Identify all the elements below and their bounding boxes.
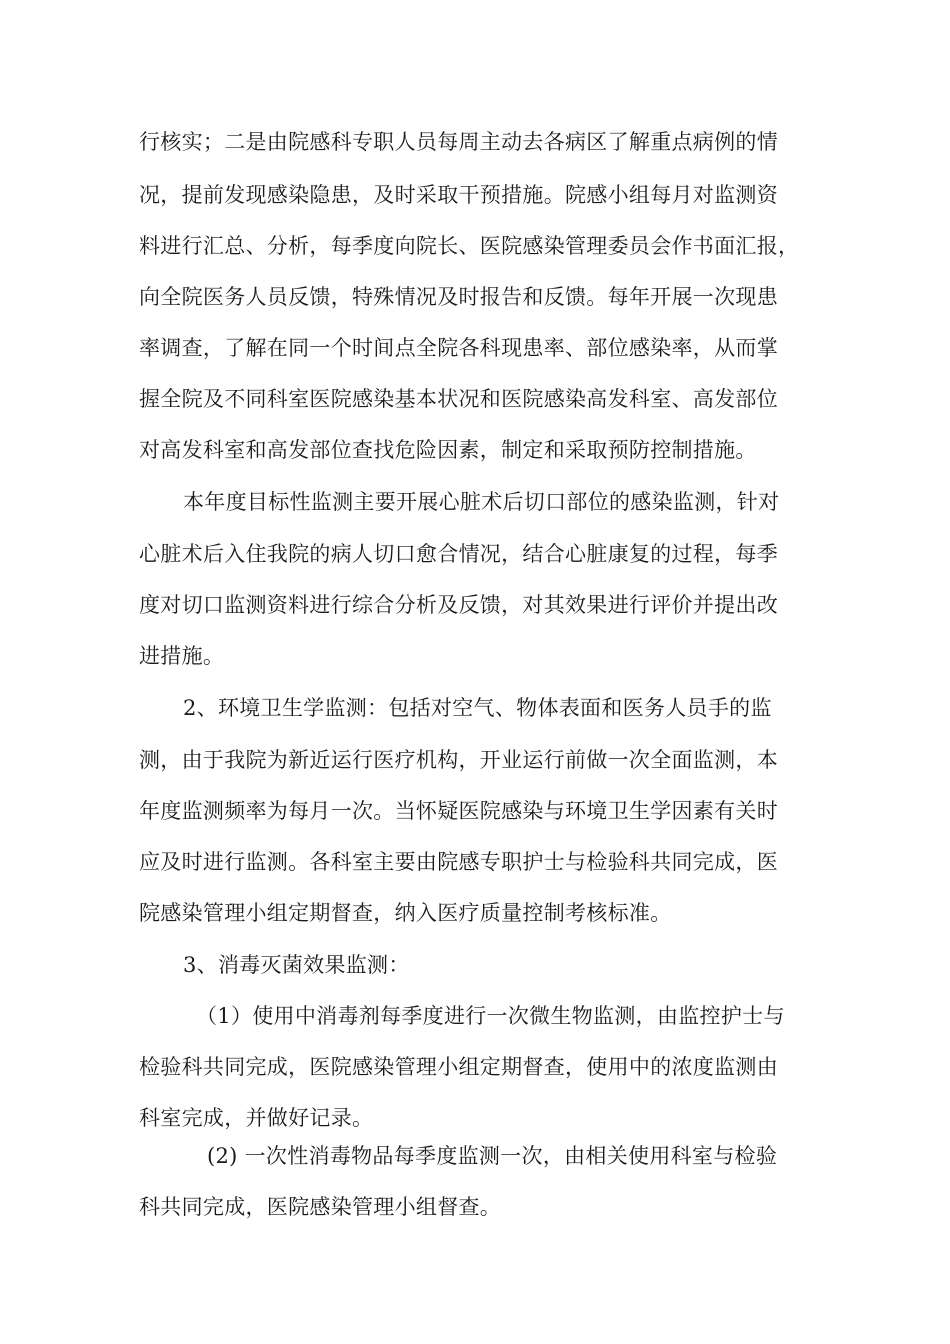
text-line: 进措施。: [139, 644, 225, 668]
section-heading: 3、消毒灭菌效果监测：: [183, 953, 410, 977]
text-line: 院感染管理小组定期督查，纳入医疗质量控制考核标准。: [139, 901, 672, 925]
text-line: 率调查，了解在同一个时间点全院各科现患率、部位感染率，从而掌: [139, 336, 778, 360]
text-line: 检验科共同完成，医院感染管理小组定期督查，使用中的浓度监测由: [139, 1055, 778, 1079]
text-line: 握全院及不同科室医院感染基本状况和医院感染高发科室、高发部位: [139, 387, 778, 411]
text-line: 心脏术后入住我院的病人切口愈合情况，结合心脏康复的过程，每季: [139, 542, 778, 566]
text-line: 度对切口监测资料进行综合分析及反馈，对其效果进行评价并提出改: [139, 593, 778, 617]
text-line: 年度监测频率为每月一次。当怀疑医院感染与环境卫生学因素有关时: [139, 799, 778, 823]
text-line: 行核实；二是由院感科专职人员每周主动去各病区了解重点病例的情: [139, 130, 778, 154]
text-line: 科室完成，并做好记录。: [139, 1106, 374, 1130]
text-line: 测，由于我院为新近运行医疗机构，开业运行前做一次全面监测，本: [139, 748, 778, 772]
paragraph-first-line: 2、环境卫生学监测：包括对空气、物体表面和医务人员手的监: [183, 696, 772, 720]
text-line: 料进行汇总、分析，每季度向院长、医院感染管理委员会作书面汇报，: [139, 234, 800, 258]
list-item-first-line: （1）使用中消毒剂每季度进行一次微生物监测，由监控护士与: [196, 1004, 785, 1028]
text-line: 向全院医务人员反馈，特殊情况及时报告和反馈。每年开展一次现患: [139, 285, 778, 309]
text-line: 对高发科室和高发部位查找危险因素，制定和采取预防控制措施。: [139, 438, 757, 462]
text-line: 应及时进行监测。各科室主要由院感专职护士与检验科共同完成，医: [139, 850, 778, 874]
list-item-first-line: (2) 一次性消毒物品每季度监测一次，由相关使用科室与检验: [207, 1144, 778, 1168]
paragraph-first-line: 本年度目标性监测主要开展心脏术后切口部位的感染监测，针对: [183, 490, 780, 514]
text-line: 科共同完成，医院感染管理小组督查。: [139, 1195, 502, 1219]
text-line: 况，提前发现感染隐患，及时采取干预措施。院感小组每月对监测资: [139, 183, 778, 207]
